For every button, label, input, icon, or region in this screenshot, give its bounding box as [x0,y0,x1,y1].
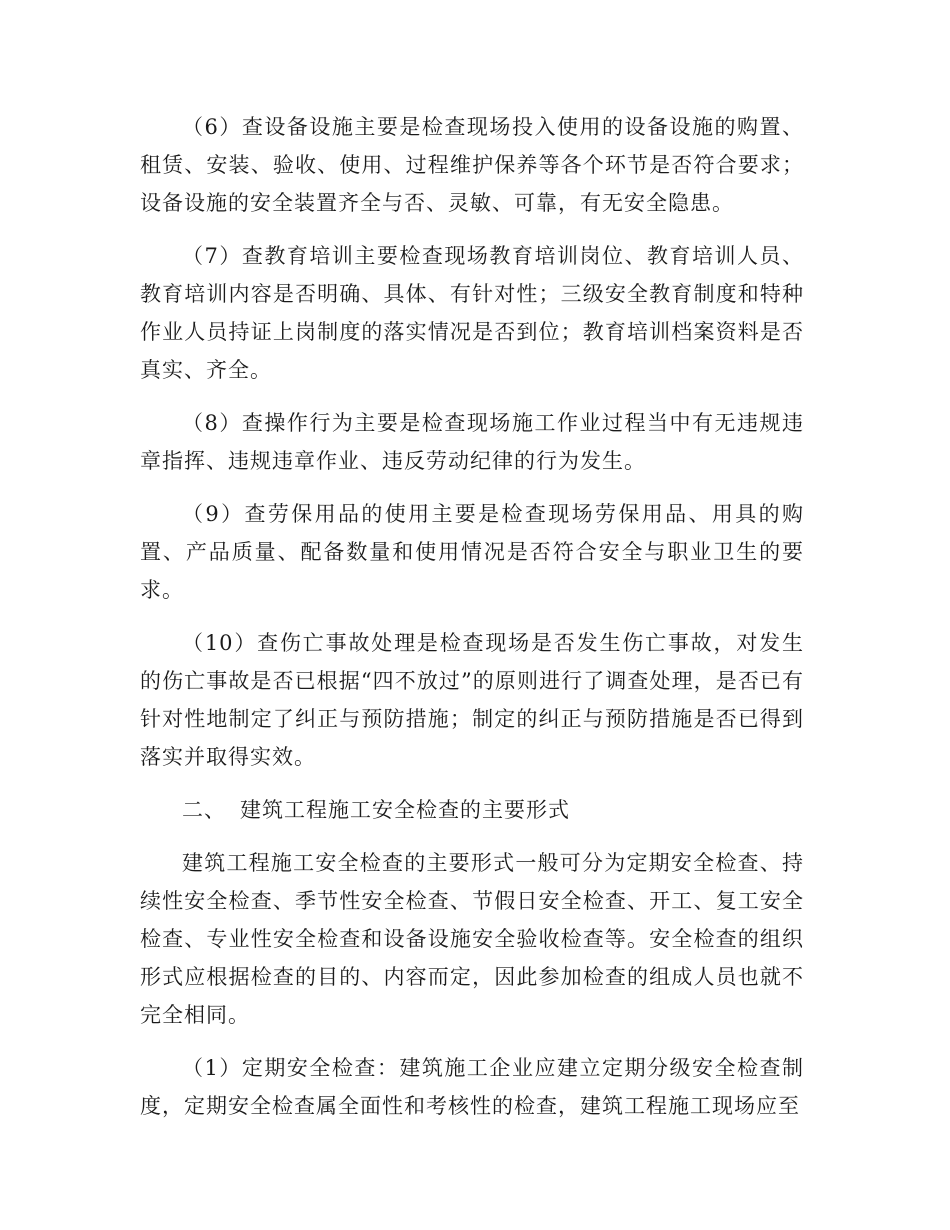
paragraph-periodic-inspection: （1）定期安全检查：建筑施工企业应建立定期分级安全检查制度，定期安全检查属全面性和考核性的检查，建筑工程施工现场应至 [140,1056,804,1118]
paragraph-training-check: （7）查教育培训主要检查现场教育培训岗位、教育培训人员、教育培训内容是否明确、具体、有针对性；三级安全教育制度和特种作业人员持证上岗制度的落实情况是否到位；教育培训档案资料是否真实、齐全。 [140,244,804,382]
section-heading [140,791,804,829]
paragraph-equipment-check: （6）查设备设施主要是检查现场投入使用的设备设施的购置、租赁、安装、验收、使用、过程维护保养等各个环节是否符合要求；设备设施的安全装置齐全与否、灵敏、可靠，有无安全隐患。 [140,115,804,215]
paragraph-operation-check: （8）查操作行为主要是检查现场施工作业过程当中有无违规违章指挥、违规违章作业、违反劳动纪律的行为发生。 [140,411,804,473]
paragraph-inspection-forms: 建筑工程施工安全检查的主要形式一般可分为定期安全检查、持续性安全检查、季节性安全检查、节假日安全检查、开工、复工安全检查、专业性安全检查和设备设施安全验收检查等。安全检查的组织形式应根据检查的目的、内容而定，因此参加检查的组成人员也就不完全相同。 [140,851,804,1027]
paragraph-ppe-check: （9）查劳保用品的使用主要是检查现场劳保用品、用具的购置、产品质量、配备数量和使用情况是否符合安全与职业卫生的要求。 [140,502,804,602]
paragraph-accident-check: （10）查伤亡事故处理是检查现场是否发生伤亡事故，对发生的伤亡事故是否已根据“四不放过”的原则进行了调查处理，是否已有针对性地制定了纠正与预防措施；制定的纠正与预防措施是否已得到落实并取得实效。 [140,631,804,769]
document-body [140,108,804,1140]
section-heading-title: 建筑工程施工安全检查的主要形式 [240,798,570,822]
section-heading-number: 二、 [182,798,226,822]
